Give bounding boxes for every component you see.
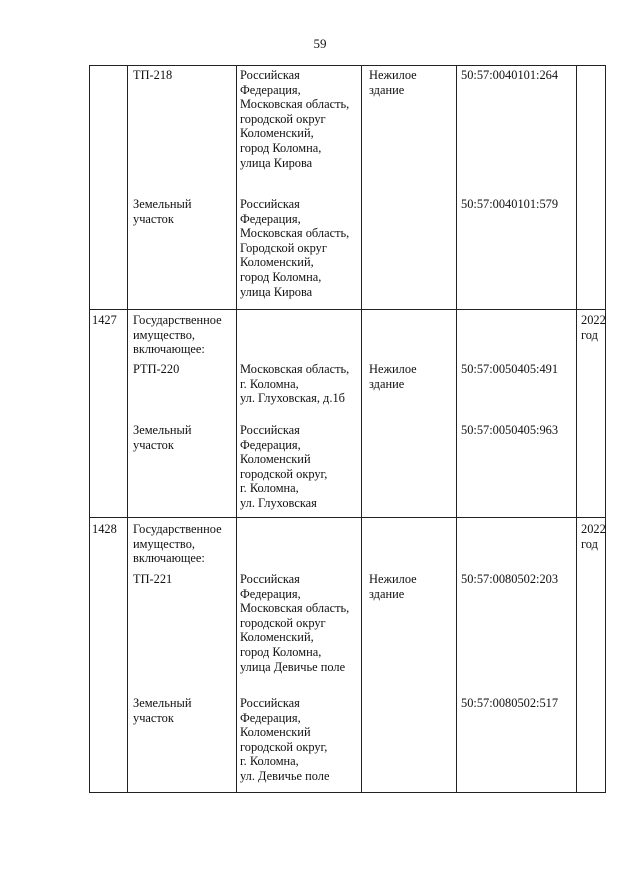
cadastral-number: 50:57:0050405:491 xyxy=(461,362,559,376)
row-divider xyxy=(90,309,605,310)
cadastral-number: 50:57:0050405:963 xyxy=(461,423,559,437)
object-type: Нежилое здание xyxy=(369,572,417,601)
property-group-header: Государственное имущество, включающее: xyxy=(133,522,222,566)
object-name: РТП-220 xyxy=(133,362,180,376)
object-name: Земельный участок xyxy=(133,423,192,452)
cadastral-number: 50:57:0040101:264 xyxy=(461,68,559,82)
cadastral-number: 50:57:0080502:203 xyxy=(461,572,559,586)
row-number: 1427 xyxy=(92,313,117,327)
row-divider xyxy=(90,517,605,518)
object-name: ТП-218 xyxy=(133,68,173,82)
page-number: 59 xyxy=(313,36,327,51)
object-name: Земельный участок xyxy=(133,197,192,226)
object-address: Московская область, г. Коломна, ул. Глуховская, д.1б xyxy=(240,362,350,406)
object-type: Нежилое здание xyxy=(369,362,417,391)
object-address: Российская Федерация, Коломенский городской округ, г. Коломна, ул. Девичье поле xyxy=(240,696,330,783)
cadastral-number: 50:57:0080502:517 xyxy=(461,696,559,710)
object-name: Земельный участок xyxy=(133,696,192,725)
year-value: 2022 год xyxy=(581,313,606,342)
object-name: ТП-221 xyxy=(133,572,173,586)
row-number: 1428 xyxy=(92,522,117,536)
object-address: Российская Федерация, Московская область, городской округ Коломенский, город Коломна, улица Кирова xyxy=(240,68,350,170)
object-address: Российская Федерация, Московская область, городской округ Коломенский, город Коломна, улица Девичье поле xyxy=(240,572,350,674)
property-table xyxy=(89,65,606,793)
object-address: Российская Федерация, Московская область, Городской округ Коломенский, город Коломна, улица Кирова xyxy=(240,197,350,299)
object-address: Российская Федерация, Коломенский городской округ, г. Коломна, ул. Глуховская xyxy=(240,423,328,510)
column-divider xyxy=(456,66,457,792)
column-divider xyxy=(576,66,577,792)
cadastral-number: 50:57:0040101:579 xyxy=(461,197,559,211)
object-type: Нежилое здание xyxy=(369,68,417,97)
year-value: 2022 год xyxy=(581,522,606,551)
property-group-header: Государственное имущество, включающее: xyxy=(133,313,222,357)
column-divider xyxy=(127,66,128,792)
